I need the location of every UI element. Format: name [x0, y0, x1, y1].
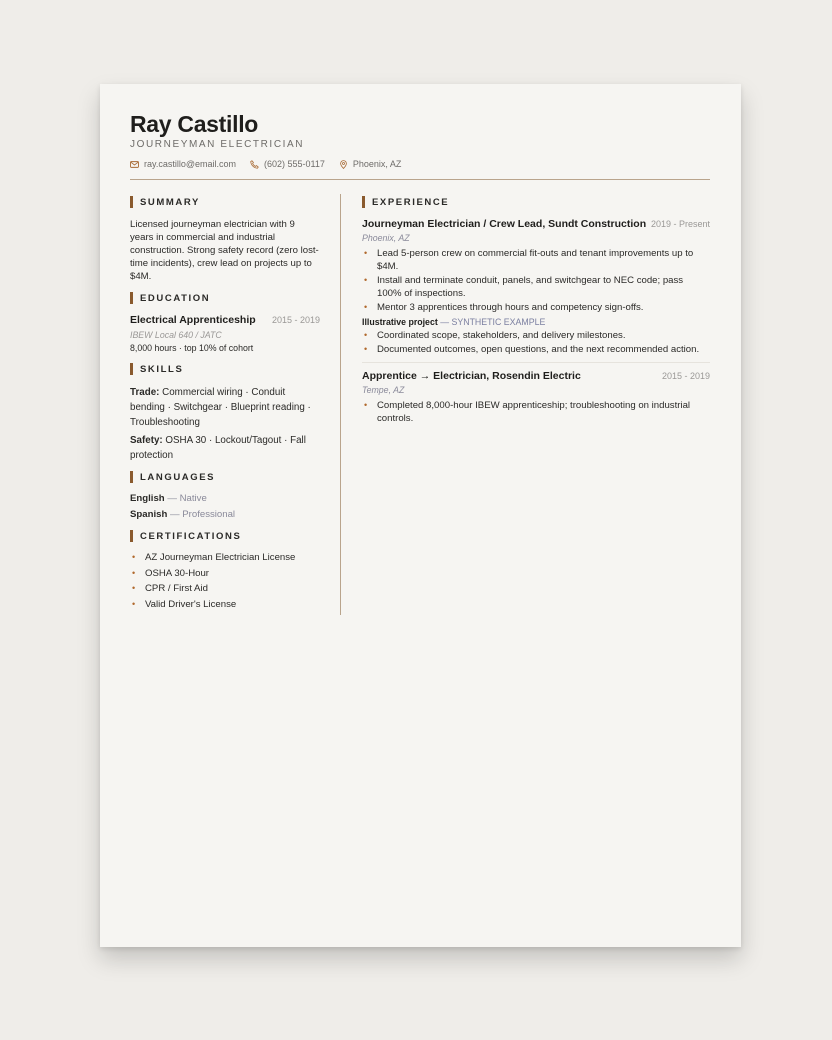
summary-text: Licensed journeyman electrician with 9 years in commercial and industrial construction. Strong safety record (zero lost-time incidents), crew lead on projects up to $4M. — [130, 219, 319, 282]
contact-location — [339, 159, 402, 169]
language-name: Spanish — [130, 509, 168, 520]
phone-text: (602) 555-0117 — [264, 159, 325, 169]
certifications-list — [130, 552, 320, 610]
candidate-name: Ray Castillo — [130, 111, 259, 137]
candidate-role: JOURNEYMAN ELECTRICIAN — [130, 139, 305, 150]
bullet-icon: • — [364, 344, 368, 354]
bullet-icon: • — [132, 583, 136, 593]
job-dates: 2019 - Present — [650, 219, 710, 229]
job-location: Phoenix, AZ — [362, 233, 410, 243]
email-text: ray.castillo@email.com — [144, 159, 236, 169]
certification-item — [130, 583, 320, 594]
project-label: Illustrative project — [362, 317, 438, 327]
bullet-icon: • — [132, 598, 136, 609]
language-level: — Professional — [170, 509, 236, 520]
job-entry — [362, 218, 710, 356]
mail-icon — [130, 160, 139, 169]
bullet-icon: • — [364, 275, 368, 285]
project-tag: — SYNTHETIC EXAMPLE — [440, 317, 546, 327]
header-divider — [130, 179, 710, 180]
job-bullet-text: Completed 8,000-hour IBEW apprenticeship; troubleshooting on industrial controls. — [377, 400, 691, 424]
job-bullet-text: Lead 5-person crew on commercial fit-outs and tenant improvements up to $4M. — [377, 248, 694, 272]
left-column — [130, 196, 320, 614]
job-bullet-text: Mentor 3 apprentices through hours and competency sign-offs. — [377, 302, 644, 313]
languages-title: LANGUAGES — [140, 471, 216, 483]
bullet-icon: • — [364, 302, 368, 312]
section-marker — [130, 363, 133, 375]
certifications-title: CERTIFICATIONS — [140, 530, 242, 542]
column-divider — [340, 194, 341, 615]
skill-group-trade — [130, 385, 320, 430]
job-header — [362, 218, 710, 230]
skills-title: SKILLS — [140, 363, 184, 375]
location-text: Phoenix, AZ — [352, 159, 402, 169]
skills-list — [130, 385, 320, 463]
phone-icon — [250, 160, 259, 169]
contact-email[interactable] — [130, 159, 236, 169]
language-name: English — [130, 493, 165, 504]
education-heading — [130, 292, 320, 304]
certification-text: Valid Driver's License — [145, 598, 237, 610]
skill-group-label: Safety: — [130, 435, 163, 446]
certification-item — [130, 568, 320, 579]
skill-group-label: Trade: — [130, 387, 160, 398]
skill-group-text: Commercial wiring · Conduit bending · Switchgear · Blueprint reading · Troubleshooting — [130, 387, 311, 428]
education-entry — [130, 314, 320, 326]
skills-heading — [130, 363, 320, 375]
job-location: Tempe, AZ — [362, 385, 405, 395]
project-bullet-text: Documented outcomes, open questions, and the next recommended action. — [377, 344, 700, 355]
job-bullet — [362, 301, 710, 314]
education-school: IBEW Local 640 / JATC — [130, 330, 222, 340]
bullet-icon: • — [132, 567, 136, 578]
section-marker — [130, 471, 133, 483]
bullet-icon: • — [364, 248, 368, 258]
section-marker — [362, 196, 365, 208]
project-title — [362, 317, 710, 327]
certification-text: AZ Journeyman Electrician License — [145, 552, 296, 563]
education-detail: 8,000 hours · top 10% of cohort — [130, 343, 254, 353]
resume-page — [100, 84, 741, 947]
job-bullet — [362, 274, 710, 300]
language-level: — Native — [167, 493, 207, 504]
job-bullet-text: Install and terminate conduit, panels, and switchgear to NEC code; pass 100% of inspections. — [377, 275, 684, 299]
bullet-icon: • — [364, 330, 368, 340]
education-degree: Electrical Apprenticeship — [130, 314, 256, 326]
section-marker — [130, 292, 133, 304]
language-item — [130, 493, 320, 504]
job-bullet — [362, 247, 710, 273]
resume-header — [130, 110, 710, 169]
right-column — [362, 196, 710, 426]
job-bullet — [362, 399, 710, 425]
summary-heading — [130, 196, 320, 208]
project-bullet-text: Coordinated scope, stakeholders, and delivery milestones. — [377, 330, 626, 341]
certification-text: CPR / First Aid — [145, 583, 208, 594]
experience-heading — [362, 196, 710, 208]
section-marker — [130, 196, 133, 208]
certification-item — [130, 599, 320, 610]
certification-text: OSHA 30-Hour — [145, 567, 209, 579]
education-title: EDUCATION — [140, 292, 211, 304]
contact-line — [130, 159, 710, 169]
job-title: Apprentice → Electrician, Rosendin Electric — [362, 370, 581, 382]
bullet-icon: • — [132, 552, 136, 562]
project-bullets — [362, 329, 710, 356]
job-separator — [362, 362, 710, 363]
location-pin-icon — [339, 160, 348, 169]
skill-group-text: OSHA 30 · Lockout/Tagout · Fall protection — [130, 435, 306, 461]
job-header — [362, 370, 710, 382]
languages-list — [130, 493, 320, 520]
certification-item — [130, 552, 320, 563]
job-entry — [362, 370, 710, 425]
bullet-icon: • — [364, 400, 368, 410]
section-marker — [130, 530, 133, 542]
project-bullet — [362, 343, 710, 356]
experience-title: EXPERIENCE — [372, 196, 450, 208]
skill-group-safety — [130, 433, 320, 463]
job-bullets — [362, 399, 710, 425]
job-dates: 2015 - 2019 — [661, 371, 710, 381]
certifications-heading — [130, 530, 320, 542]
summary-title: SUMMARY — [140, 196, 200, 208]
education-dates: 2015 - 2019 — [271, 315, 320, 325]
job-title: Journeyman Electrician / Crew Lead, Sundt Construction — [362, 218, 647, 230]
job-bullets — [362, 247, 710, 314]
project-bullet — [362, 329, 710, 342]
languages-heading — [130, 471, 320, 483]
contact-phone[interactable] — [250, 159, 325, 169]
language-item — [130, 509, 320, 520]
